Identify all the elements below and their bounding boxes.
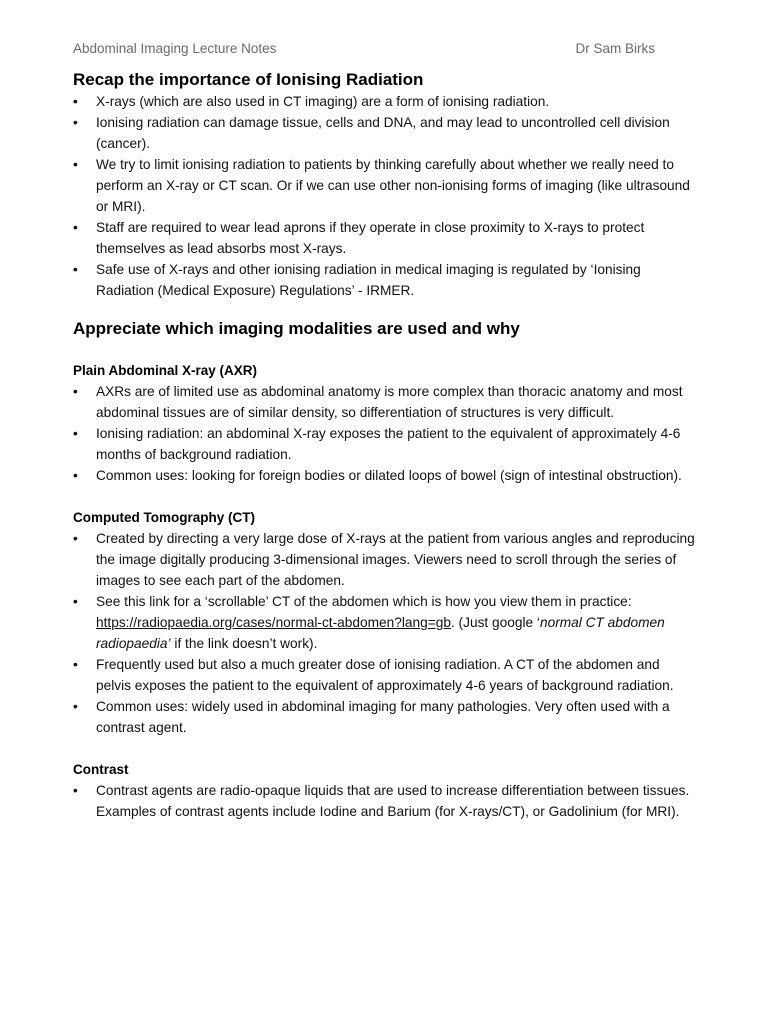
list-item-emphasis: normal CT abdomen radiopaedia’ [96, 615, 665, 651]
axr-heading: Plain Abdominal X-ray (AXR) [73, 363, 258, 378]
bullet-icon: • [73, 657, 78, 672]
list-item [73, 654, 698, 696]
bullet-icon: • [73, 94, 78, 109]
list-item-text: Common uses: looking for foreign bodies or dilated loops of bowel (sign of intestinal obstruction). [96, 468, 682, 483]
list-item-text: Contrast agents are radio-opaque liquids that are used to increase differentiation between tissues. Examples of contrast agents include Iodine and Barium (for X-rays/CT), or Gadolinium (for MRI). [96, 783, 690, 819]
list-item-text: Safe use of X-rays and other ionising radiation in medical imaging is regulated by ‘Ionising Radiation (Medical Exposure) Regulations’ - IRMER. [96, 262, 641, 298]
bullet-icon: • [73, 157, 78, 172]
header-author: Dr Sam Birks [575, 41, 655, 56]
axr-list [73, 381, 698, 486]
list-item [73, 696, 698, 738]
list-item-text: We try to limit ionising radiation to patients by thinking carefully about whether we really need to perform an X-ray or CT scan. Or if we can use other non-ionising forms of imaging (like ultrasound or MRI). [96, 157, 690, 214]
page-header [73, 40, 698, 58]
recap-list [73, 91, 698, 301]
list-item [73, 112, 698, 154]
list-item [73, 259, 698, 301]
list-item-text: AXRs are of limited use as abdominal anatomy is more complex than thoracic anatomy and most abdominal tissues are of similar density, so differentiation of structures is very difficult. [96, 384, 683, 420]
bullet-icon: • [73, 262, 78, 277]
recap-heading: Recap the importance of Ionising Radiation [73, 70, 424, 89]
bullet-icon: • [73, 531, 78, 546]
list-item [73, 780, 698, 822]
bullet-icon: • [73, 220, 78, 235]
list-item [73, 465, 698, 486]
contrast-heading: Contrast [73, 762, 129, 777]
list-item-text: Frequently used but also a much greater dose of ionising radiation. A CT of the abdomen and pelvis exposes the patient to the equivalent of approximately 4-6 years of background radiation. [96, 657, 674, 693]
ct-heading: Computed Tomography (CT) [73, 510, 255, 525]
contrast-list [73, 780, 698, 822]
list-item-text: Ionising radiation can damage tissue, cells and DNA, and may lead to uncontrolled cell division (cancer). [96, 115, 670, 151]
bullet-icon: • [73, 384, 78, 399]
list-item [73, 381, 698, 423]
bullet-icon: • [73, 115, 78, 130]
list-item-text: Ionising radiation: an abdominal X-ray exposes the patient to the equivalent of approximately 4-6 months of background radiation. [96, 426, 681, 462]
list-item [73, 423, 698, 465]
list-item [73, 591, 698, 654]
list-item [73, 91, 698, 112]
bullet-icon: • [73, 699, 78, 714]
list-item-text: Created by directing a very large dose of X-rays at the patient from various angles and reproducing the image digitally producing 3-dimensional images. Viewers need to scroll through the series of images to see each part of the abdomen. [96, 531, 695, 588]
modalities-heading: Appreciate which imaging modalities are used and why [73, 319, 520, 338]
header-title: Abdominal Imaging Lecture Notes [73, 41, 277, 56]
list-item-text: if the link doesn’t work). [170, 636, 318, 651]
list-item [73, 528, 698, 591]
radiopaedia-link[interactable]: https://radiopaedia.org/cases/normal-ct-abdomen?lang=gb [96, 615, 451, 630]
bullet-icon: • [73, 426, 78, 441]
list-item [73, 154, 698, 217]
ct-list [73, 528, 698, 738]
list-item [73, 217, 698, 259]
bullet-icon: • [73, 468, 78, 483]
list-item-text: X-rays (which are also used in CT imaging) are a form of ionising radiation. [96, 94, 550, 109]
document-page [73, 40, 698, 822]
list-item-text: See this link for a ‘scrollable’ CT of the abdomen which is how you view them in practice: [96, 594, 632, 609]
bullet-icon: • [73, 594, 78, 609]
bullet-icon: • [73, 783, 78, 798]
list-item-text: . (Just google ‘ [450, 615, 540, 630]
list-item-text: Staff are required to wear lead aprons if they operate in close proximity to X-rays to protect themselves as lead absorbs most X-rays. [96, 220, 645, 256]
list-item-text: Common uses: widely used in abdominal imaging for many pathologies. Very often used with a contrast agent. [96, 699, 670, 735]
